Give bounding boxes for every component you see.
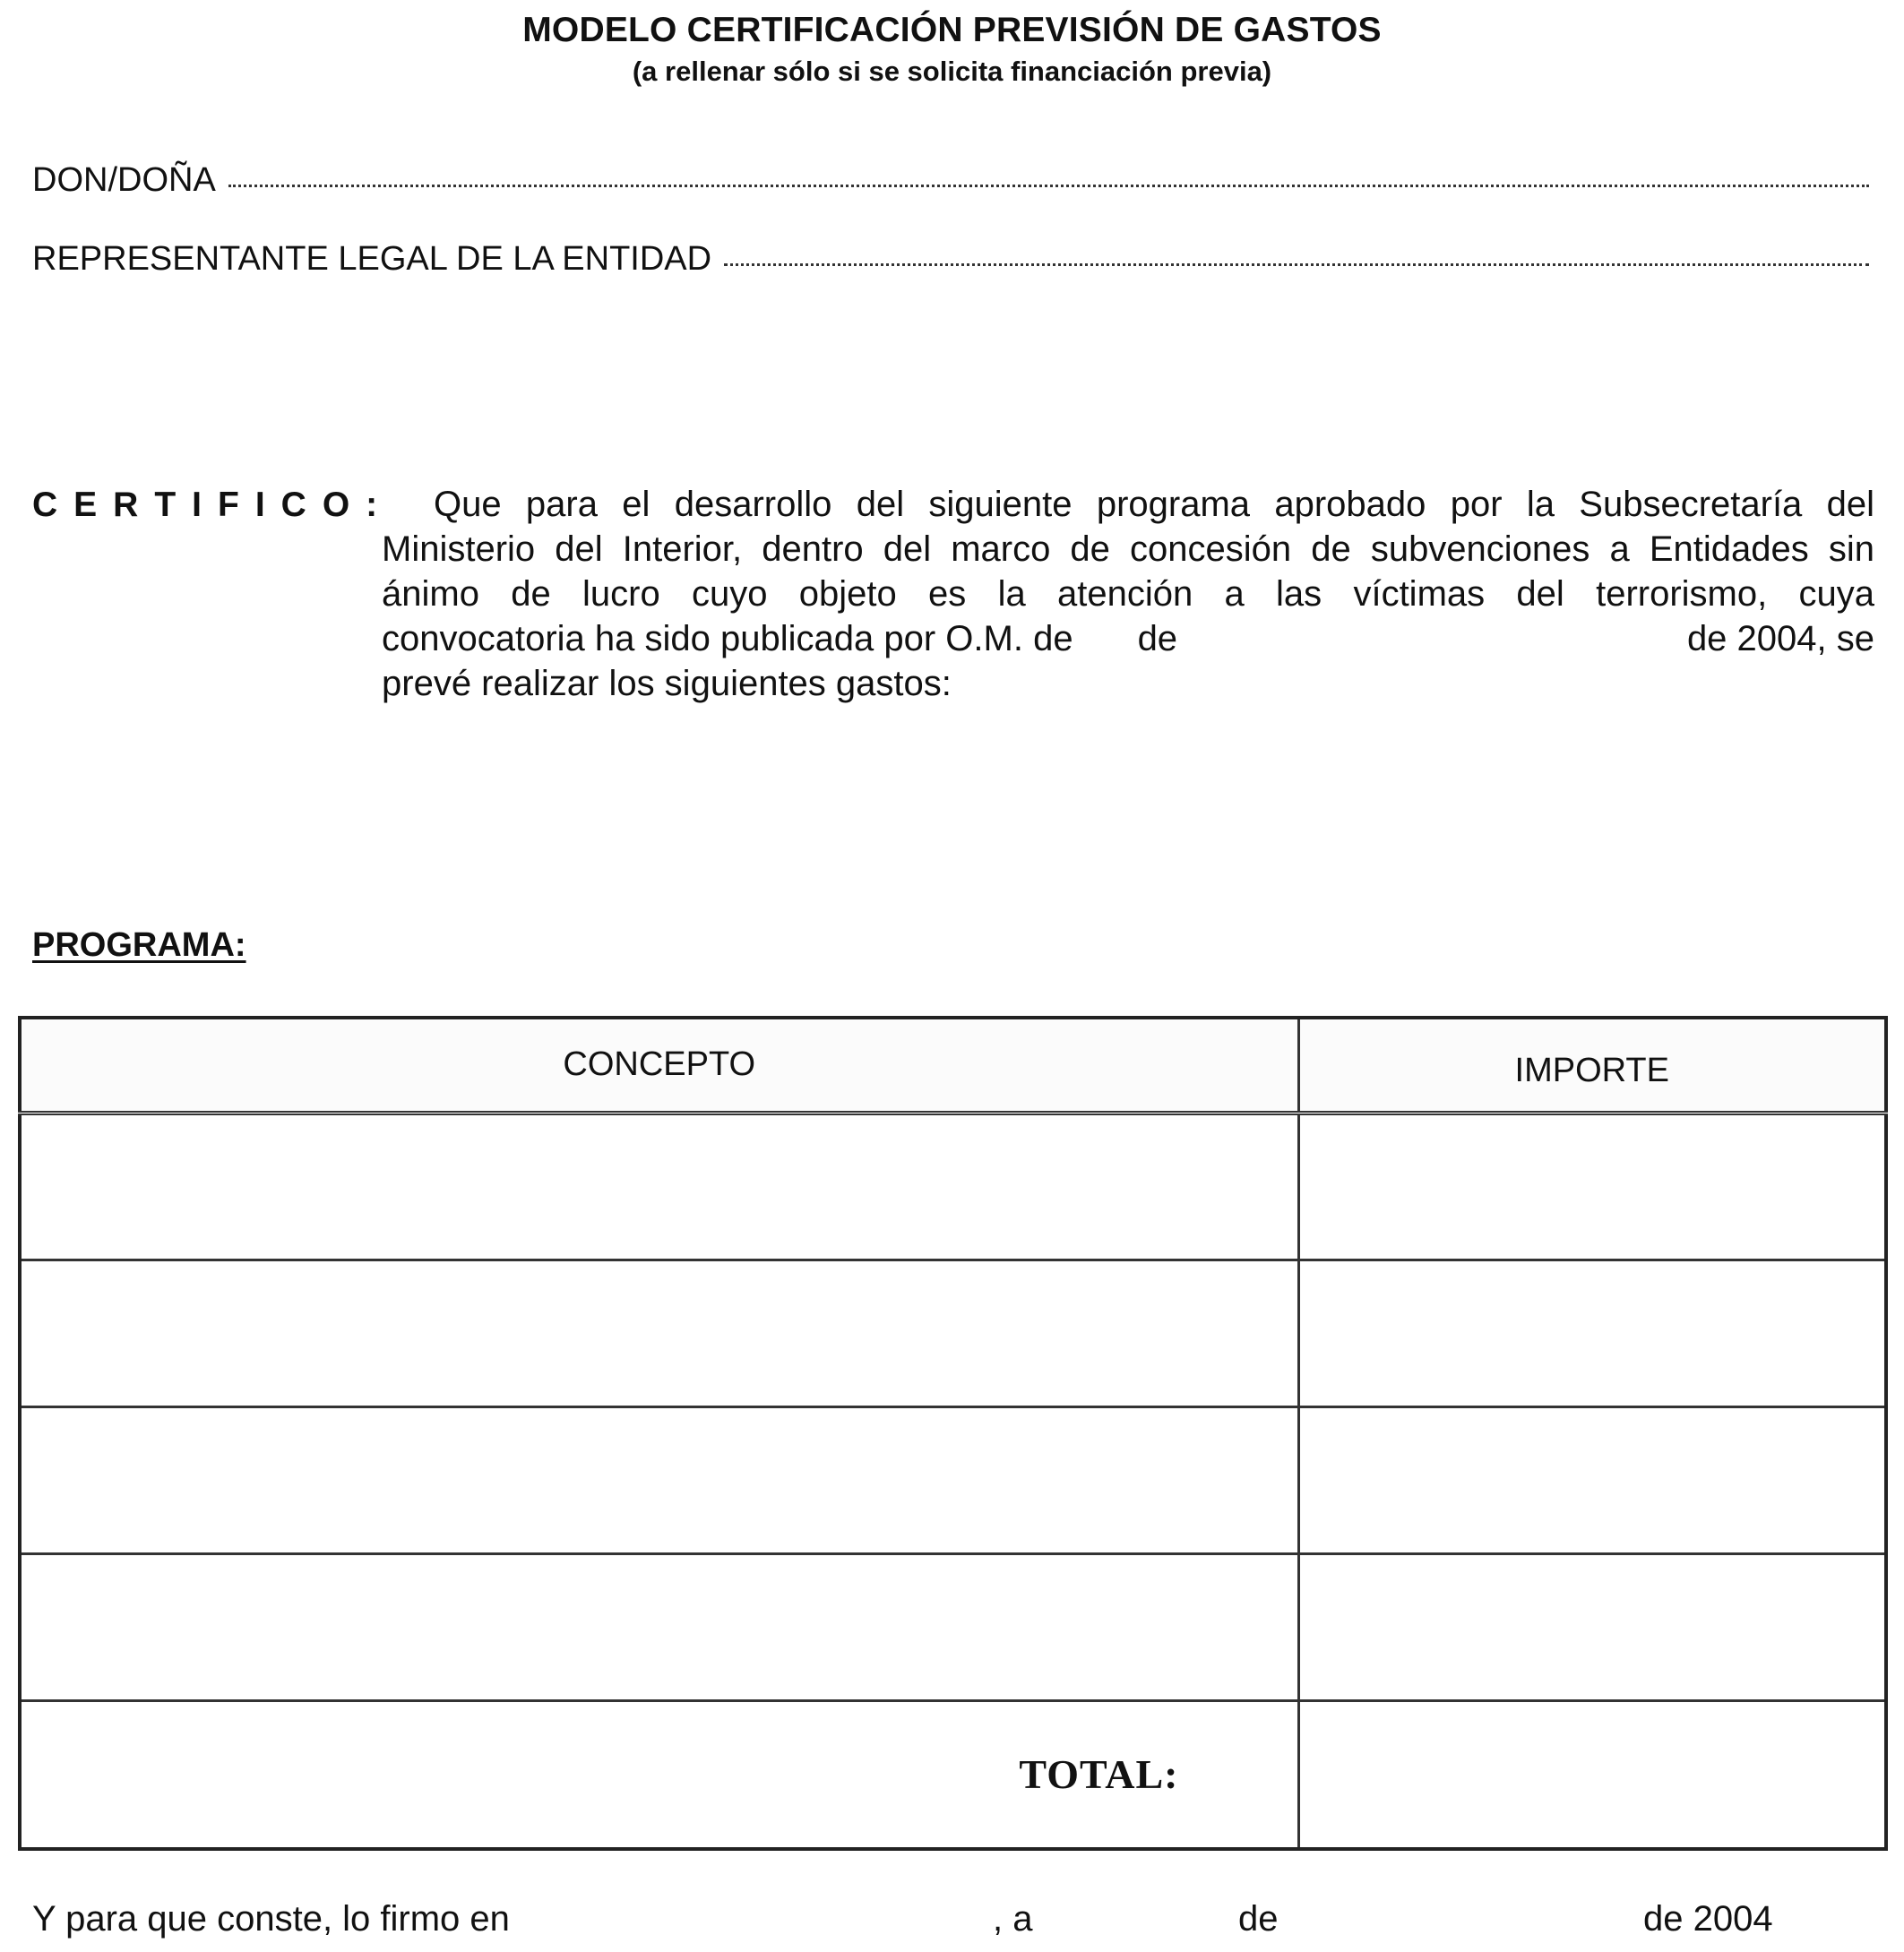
representante-field-label: REPRESENTANTE LEGAL DE LA ENTIDAD [32,240,712,278]
closing-place-text: Y para que conste, lo firmo en [32,1899,510,1939]
importe-cell[interactable] [1298,1553,1886,1700]
certifico-convocatoria-line [382,616,1874,661]
concepto-cell[interactable] [20,1260,1298,1406]
column-header-importe: IMPORTE [1298,1018,1886,1113]
convocatoria-year-text: de 2004, se [1686,619,1874,658]
concepto-cell[interactable] [20,1553,1298,1700]
expense-table [18,1016,1888,1851]
table-row [20,1260,1886,1406]
importe-cell[interactable] [1298,1406,1886,1553]
total-importe-cell[interactable] [1298,1700,1886,1849]
programa-heading: PROGRAMA: [32,926,246,964]
concepto-cell[interactable] [20,1113,1298,1260]
column-header-concepto: CONCEPTO [20,1018,1298,1113]
total-label: TOTAL: [20,1700,1298,1849]
table-row [20,1406,1886,1553]
don-field-dotted-line [228,184,1869,187]
total-row [20,1700,1886,1849]
table-header-row [20,1018,1886,1113]
don-field-label: DON/DOÑA [32,161,216,199]
page-title: MODELO CERTIFICACIÓN PREVISIÓN DE GASTOS [522,11,1382,49]
certifico-line: ánimo de lucro cuyo objeto es la atención a las víctimas del terrorismo, cuya [382,574,1874,614]
closing-day-text: , a [993,1899,1033,1939]
certifico-line: Que para el desarrollo del siguiente programa aprobado por la Subsecretaría del [434,485,1874,524]
convocatoria-de-text: de [1137,619,1178,658]
closing-month-text: de [1238,1899,1279,1939]
certifico-label: CERTIFICO: [32,486,394,524]
representante-field-row [32,240,1869,279]
closing-line [32,1899,1806,1944]
concepto-cell[interactable] [20,1406,1298,1553]
certifico-line: Ministerio del Interior, dentro del marco de concesión de subvenciones a Entidades sin [382,529,1874,569]
page-subtitle: (a rellenar sólo si se solicita financiación previa) [632,56,1272,87]
certifico-paragraph [382,482,1874,706]
representante-field-dotted-line [724,262,1869,266]
closing-year-text: de 2004 [1643,1899,1773,1939]
certifico-last-line: prevé realizar los siguientes gastos: [382,664,952,703]
importe-cell[interactable] [1298,1113,1886,1260]
importe-cell[interactable] [1298,1260,1886,1406]
table-row [20,1113,1886,1260]
don-field-row [32,161,1869,200]
table-row [20,1553,1886,1700]
convocatoria-text: convocatoria ha sido publicada por O.M. de [382,619,1073,658]
